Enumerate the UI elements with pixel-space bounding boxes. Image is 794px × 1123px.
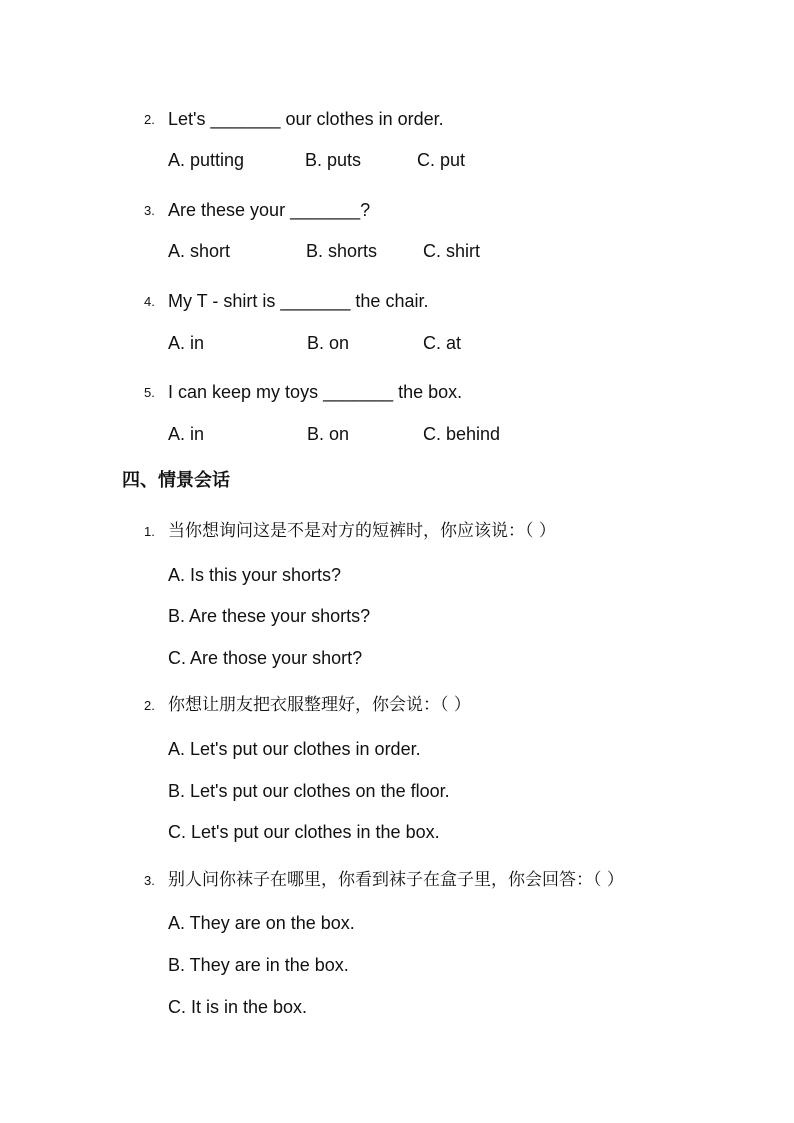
- option-c: C. Let's put our clothes in the box.: [168, 822, 440, 842]
- option-a: A. They are on the box.: [168, 913, 355, 933]
- question-number: 3.: [144, 203, 155, 218]
- question-number: 1.: [144, 524, 155, 539]
- option-c: C. behind: [423, 424, 501, 444]
- option-a: A. in: [168, 424, 205, 444]
- option-c: C. at: [423, 333, 462, 353]
- question-number: 3.: [144, 873, 155, 888]
- option-a: A. short: [168, 241, 231, 261]
- option-b: B. shorts: [306, 241, 378, 261]
- question-number: 2.: [144, 112, 155, 127]
- section-heading: 四、情景会话: [122, 470, 230, 491]
- option-b: B. Are these your shorts?: [168, 606, 371, 626]
- option-c: C. shirt: [423, 241, 481, 261]
- question-number: 4.: [144, 294, 155, 309]
- question-text: Are these your _______?: [168, 200, 371, 220]
- option-c: C. It is in the box.: [168, 997, 308, 1017]
- question-number: 2.: [144, 698, 155, 713]
- question-text: Let's _______ our clothes in order.: [168, 109, 444, 129]
- question-text: 别人问你袜子在哪里，你看到袜子在盒子里，你会回答：（ ）: [168, 870, 624, 890]
- question-text: 你想让朋友把衣服整理好，你会说：（ ）: [168, 695, 471, 715]
- option-b: B. They are in the box.: [168, 955, 349, 975]
- option-b: B. Let's put our clothes on the floor.: [168, 781, 450, 801]
- option-c: C. Are those your short?: [168, 648, 363, 668]
- option-a: A. putting: [168, 150, 245, 170]
- question-number: 5.: [144, 385, 155, 400]
- option-a: A. Is this your shorts?: [168, 565, 342, 585]
- option-b: B. on: [307, 424, 350, 444]
- option-b: B. on: [307, 333, 350, 353]
- option-a: A. in: [168, 333, 205, 353]
- option-b: B. puts: [305, 150, 362, 170]
- option-c: C. put: [417, 150, 466, 170]
- option-a: A. Let's put our clothes in order.: [168, 739, 421, 759]
- question-text: My T - shirt is _______ the chair.: [168, 291, 429, 311]
- question-text: I can keep my toys _______ the box.: [168, 382, 463, 402]
- question-text: 当你想询问这是不是对方的短裤时，你应该说：（ ）: [168, 521, 556, 541]
